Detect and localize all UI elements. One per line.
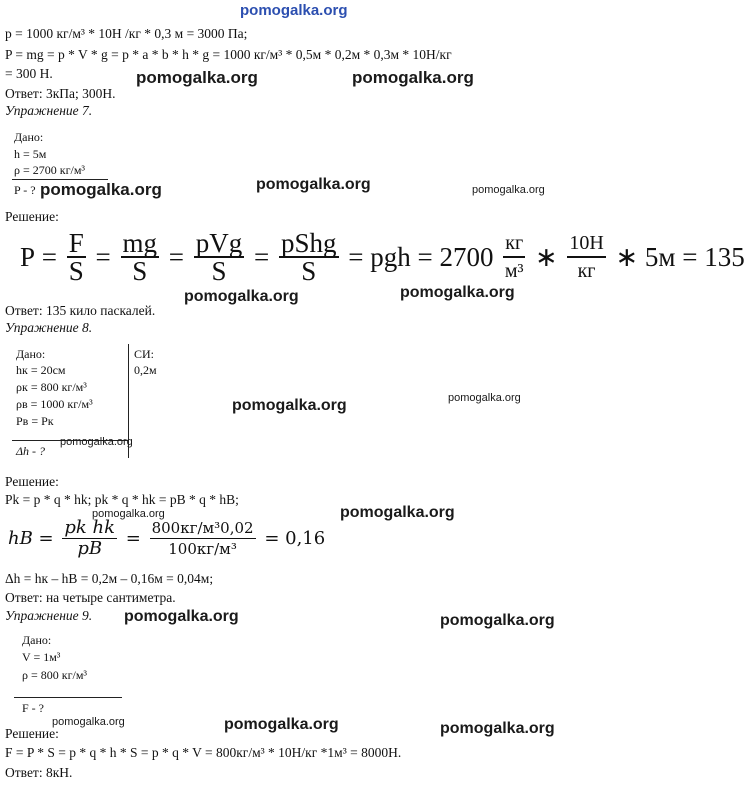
fraction-pvg-s: $\frac{\text{pVg}}{S}$ bbox=[195, 228, 243, 286]
watermark: pomogalka.org bbox=[472, 184, 545, 196]
ex8-line1: Pk = p * q * hk; pk * q * hk = pB * q * hB; bbox=[5, 492, 239, 507]
ex8-title: Упражнение 8. bbox=[5, 320, 93, 335]
watermark-top: pomogalka.org bbox=[240, 2, 348, 19]
fraction-pkhk-pb: $\frac{\text{pk hk}}{pB}$ bbox=[64, 517, 116, 559]
watermark: pomogalka.org bbox=[400, 284, 515, 301]
formula-result: = 0,16 bbox=[264, 528, 326, 549]
ex6-answer: Ответ: 3кПа; 300Н. bbox=[5, 86, 116, 101]
ex9-given-rho: ρ = 800 кг/м³ bbox=[22, 668, 88, 682]
ex9-given-label: Дано: bbox=[22, 633, 52, 647]
ex7-answer: Ответ: 135 кило паскалей. bbox=[5, 303, 156, 318]
watermark: pomogalka.org bbox=[40, 180, 162, 199]
fraction-mg-s: $\frac{mg}{S}$ bbox=[122, 228, 158, 286]
ex9-find: F - ? bbox=[22, 701, 44, 715]
ex8-given-p: Pв = Pк bbox=[16, 414, 54, 428]
ex6-line2: P = mg = p * V * g = p * a * b * h * g = 1000 кг/м³ * 0,5м * 0,2м * 0,3м * 10Н/кг bbox=[5, 47, 452, 62]
watermark: pomogalka.org bbox=[60, 436, 133, 448]
watermark: pomogalka.org bbox=[256, 176, 371, 193]
fraction-10n-kg: $\frac{10Н}{кг}$ bbox=[569, 232, 604, 282]
formula-p: P bbox=[20, 241, 36, 272]
ex7-given-h: h = 5м bbox=[14, 147, 47, 161]
watermark: pomogalka.org bbox=[224, 716, 339, 733]
fraction-pshg-s: $\frac{\text{pShg}}{S}$ bbox=[281, 228, 337, 286]
watermark: pomogalka.org bbox=[136, 68, 258, 87]
ex8-formula: hB = $\frac{\text{pk hk}}{pB}$ = $\frac{\text{800кг/м³0,02}}{\text{100кг/м³}}$ = 0,16 bbox=[8, 517, 326, 559]
ex8-given-h: hк = 20см bbox=[16, 363, 66, 377]
ex7-solution-label: Решение: bbox=[5, 209, 59, 224]
watermark: pomogalka.org bbox=[352, 68, 474, 87]
watermark: pomogalka.org bbox=[440, 612, 555, 629]
ex8-si-value: 0,2м bbox=[134, 363, 157, 377]
ex8-si-label: СИ: bbox=[134, 347, 155, 361]
fraction-values: $\frac{\text{800кг/м³0,02}}{\text{100кг/м³}}$ bbox=[151, 519, 254, 558]
watermark: pomogalka.org bbox=[52, 716, 125, 728]
formula-pgh: = pgh = 2700 bbox=[348, 241, 494, 272]
ex7-find: P - ? bbox=[14, 183, 36, 197]
ex9-title: Упражнение 9. bbox=[5, 608, 93, 623]
watermark: pomogalka.org bbox=[440, 720, 555, 737]
ex7-title: Упражнение 7. bbox=[5, 103, 93, 118]
watermark: pomogalka.org bbox=[340, 504, 455, 521]
fraction-kg-m3: $\frac{кг}{\text{м³}}$ bbox=[504, 232, 524, 282]
ex8-given-rhov: ρв = 1000 кг/м³ bbox=[16, 397, 93, 411]
ex6-line1: p = 1000 кг/м³ * 10Н /кг * 0,3 м = 3000 Па; bbox=[5, 26, 248, 41]
ex9-answer: Ответ: 8кН. bbox=[5, 765, 73, 780]
given-divider bbox=[14, 697, 122, 698]
fraction-f-s: $\frac{F}{S}$ bbox=[68, 228, 84, 286]
ex9-line1: F = P * S = p * q * h * S = p * q * V = 800кг/м³ * 10Н/кг *1м³ = 8000Н. bbox=[5, 745, 402, 760]
ex9-solution-label: Решение: bbox=[5, 726, 59, 741]
ex9-given-v: V = 1м³ bbox=[22, 650, 61, 664]
ex6-line3: = 300 Н. bbox=[5, 66, 53, 81]
formula-tail: ∗ 5м = 135 bbox=[615, 241, 745, 272]
watermark: pomogalka.org bbox=[448, 392, 521, 404]
ex8-given-label: Дано: bbox=[16, 347, 46, 361]
formula-lhs: hB = bbox=[8, 528, 54, 549]
watermark: pomogalka.org bbox=[124, 608, 239, 625]
ex8-delta: Δh = hк – hВ = 0,2м – 0,16м = 0,04м; bbox=[5, 571, 214, 586]
watermark: pomogalka.org bbox=[184, 288, 299, 305]
ex7-given-label: Дано: bbox=[14, 130, 44, 144]
ex8-find: Δh - ? bbox=[16, 444, 46, 458]
watermark: pomogalka.org bbox=[232, 397, 347, 414]
ex7-formula: P = $\frac{F}{S}$ = $\frac{mg}{S}$ = $\frac{\text{pVg}}{S}$ = $\frac{\text{pShg}}{S}$ = pgh = 2700 $\frac{кг}{\text{м³}}$ ∗ $\frac{10Н}{кг}$ ∗ 5м = 135 bbox=[20, 228, 745, 286]
ex8-solution-label: Решение: bbox=[5, 474, 59, 489]
watermark: pomogalka.org bbox=[92, 508, 165, 520]
ex8-answer: Ответ: на четыре сантиметра. bbox=[5, 590, 176, 605]
ex7-given-rho: ρ = 2700 кг/м³ bbox=[14, 163, 86, 177]
ex8-given-rhok: ρк = 800 кг/м³ bbox=[16, 380, 87, 394]
